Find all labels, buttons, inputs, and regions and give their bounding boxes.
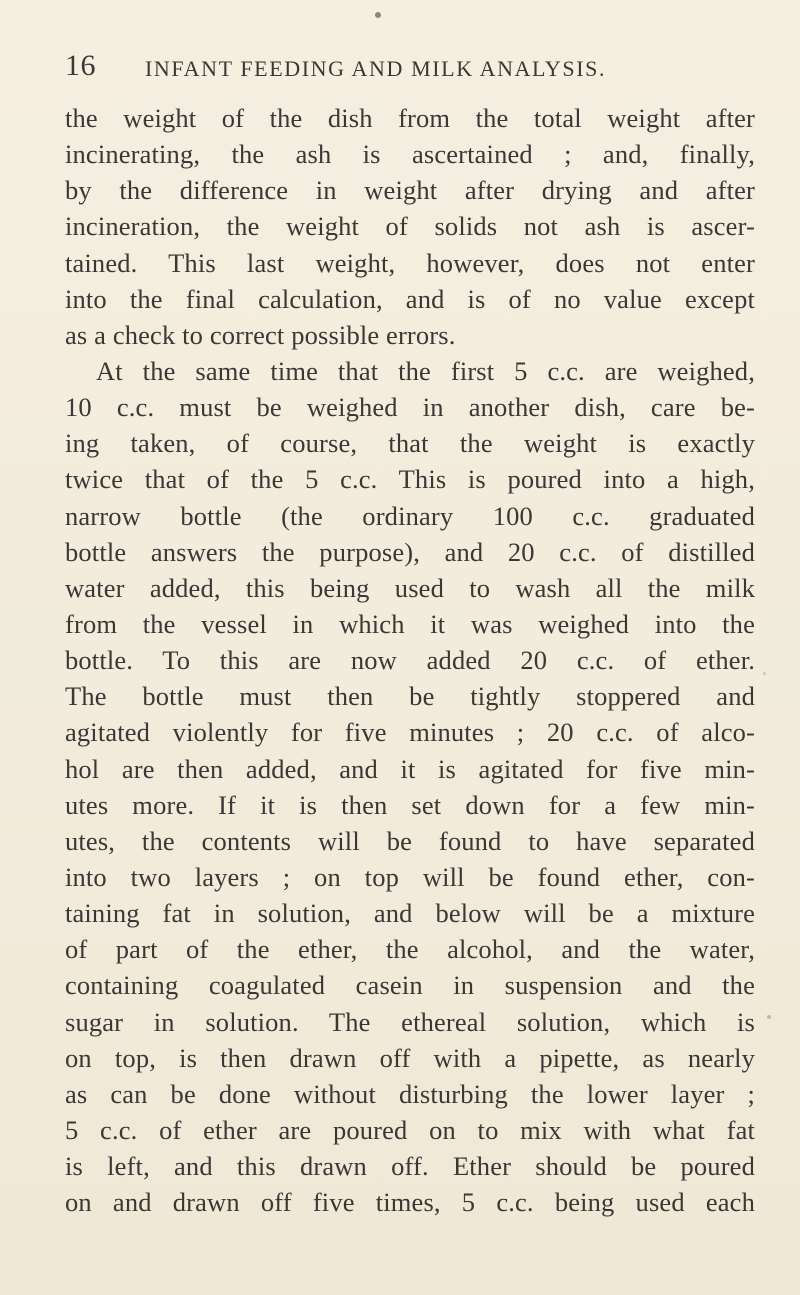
body-text	[65, 100, 755, 1220]
text-line: containing coagulated casein in suspension and the	[65, 970, 755, 1001]
text-line: into the final calculation, and is of no value except	[65, 283, 755, 314]
text-line: is left, and this drawn off. Ether should be poured	[65, 1151, 755, 1182]
text-line: incinerating, the ash is ascertained ; and, finally,	[65, 139, 755, 170]
text-line: on and drawn off five times, 5 c.c. being used each	[65, 1187, 755, 1218]
text-line: into two layers ; on top will be found ether, con-	[65, 861, 755, 892]
text-line: 10 c.c. must be weighed in another dish, care be-	[65, 392, 755, 423]
text-line: as a check to correct possible errors.	[65, 319, 456, 350]
text-line: utes, the contents will be found to have separated	[65, 825, 755, 856]
text-line: the weight of the dish from the total weight after	[65, 103, 755, 133]
text-line: of part of the ether, the alcohol, and the water,	[65, 934, 755, 965]
text-line: 5 c.c. of ether are poured on to mix with what fat	[65, 1114, 755, 1145]
text-line: twice that of the 5 c.c. This is poured into a high,	[65, 464, 755, 495]
text-line: At the same time that the first 5 c.c. are weighed,	[96, 355, 755, 386]
text-line: narrow bottle (the ordinary 100 c.c. graduated	[65, 500, 755, 531]
text-line: water added, this being used to wash all the milk	[65, 572, 755, 603]
text-line: taining fat in solution, and below will be a mixture	[65, 898, 755, 929]
paper-speck	[763, 672, 766, 675]
running-head: INFANT FEEDING AND MILK ANALYSIS.	[145, 56, 607, 81]
text-line: The bottle must then be tightly stoppered and	[65, 681, 755, 712]
text-line: ing taken, of course, that the weight is exactly	[65, 428, 755, 459]
text-line: as can be done without disturbing the lower layer ;	[65, 1078, 755, 1109]
text-line: by the difference in weight after drying and after	[65, 175, 755, 206]
text-line: utes more. If it is then set down for a few min-	[65, 789, 755, 820]
page-number: 16	[65, 49, 96, 82]
text-line: sugar in solution. The ethereal solution, which is	[65, 1006, 755, 1037]
text-line: bottle answers the purpose), and 20 c.c. of distilled	[65, 536, 755, 567]
text-line: from the vessel in which it was weighed into the	[65, 608, 755, 639]
text-line: incineration, the weight of solids not ash is ascer-	[65, 211, 755, 242]
paper-speck	[375, 12, 381, 18]
text-line: bottle. To this are now added 20 c.c. of ether.	[65, 645, 755, 676]
text-line: hol are then added, and it is agitated for five min-	[65, 753, 755, 784]
text-line: tained. This last weight, however, does not enter	[65, 247, 755, 278]
page-header	[65, 48, 765, 84]
paper-speck	[767, 1015, 771, 1019]
text-line: on top, is then drawn off with a pipette, as nearly	[65, 1042, 755, 1073]
text-line: agitated violently for five minutes ; 20 c.c. of alco-	[65, 717, 755, 748]
